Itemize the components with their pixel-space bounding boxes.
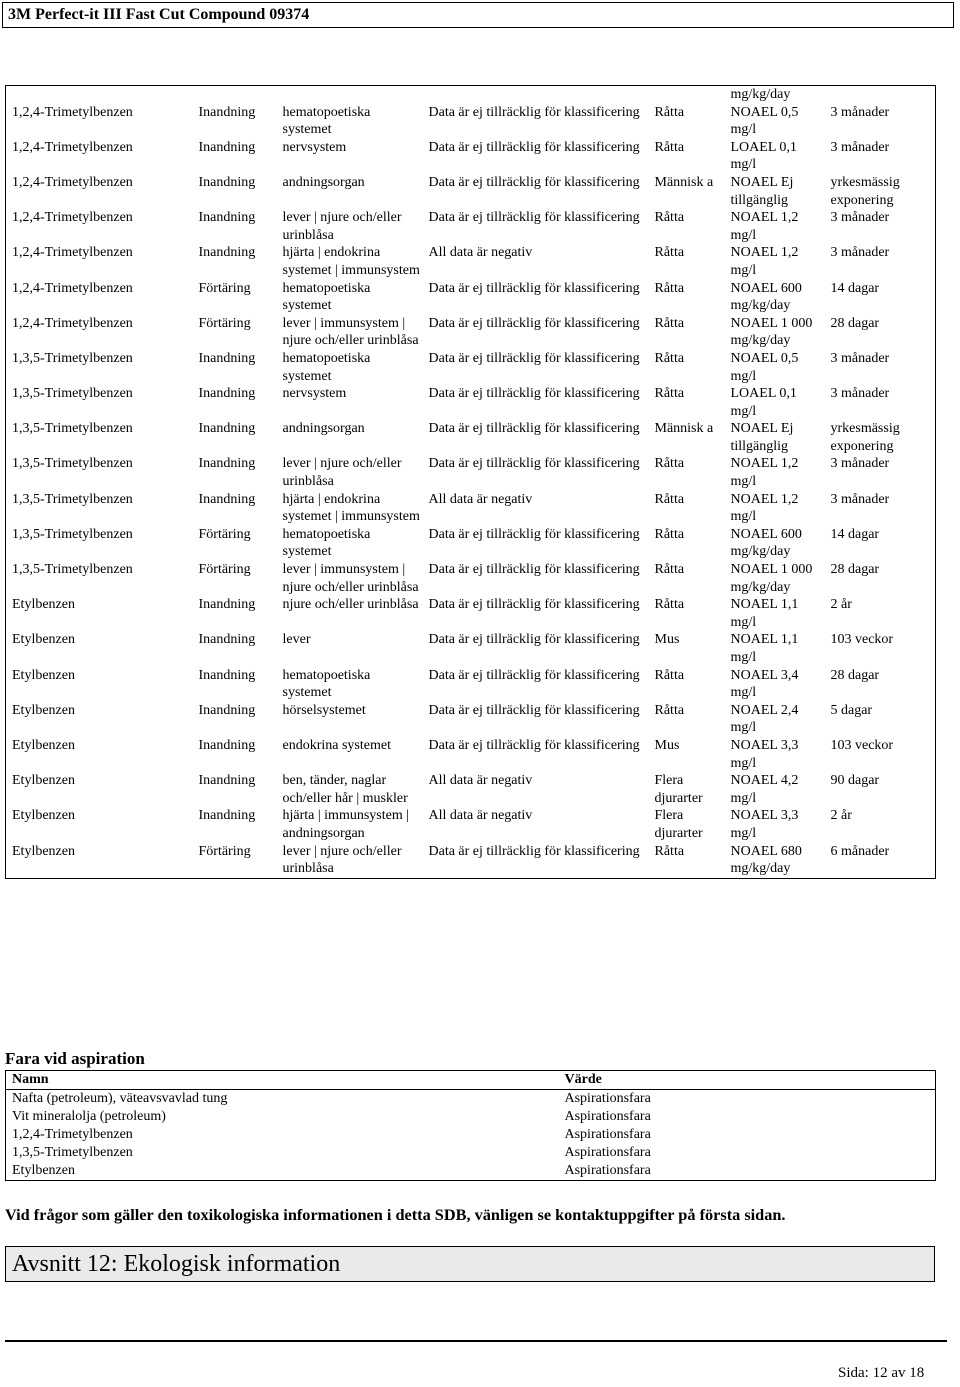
table-cell-duration: 3 månader (825, 491, 936, 526)
table-cell-value: NOAEL 1,2 mg/l (730, 491, 799, 525)
table-cell-route: Inandning (198, 632, 256, 648)
table-cell-route: Förtäring (198, 562, 251, 578)
table-cell-subst: Etylbenzen (6, 843, 193, 879)
table-cell-subst: Etylbenzen (6, 667, 193, 702)
table-cell-subst: 1,3,5-Trimetylbenzen (6, 455, 193, 490)
table-cell-species: Mus (654, 737, 680, 753)
table-cell-result: Data är ej tillräcklig för klassificering (428, 139, 640, 155)
table-cell-result: All data är negativ (428, 773, 533, 789)
table-cell-duration: 28 dagar (825, 667, 936, 702)
table-cell-result: Data är ej tillräcklig för klassificering (428, 421, 640, 437)
table-cell-organ: ben, tänder, naglar och/eller hår | muskler (282, 773, 408, 806)
table-cell-subst: 1,2,4-Trimetylbenzen (6, 315, 193, 350)
table-cell-species: Råtta (654, 104, 685, 120)
aspiration-section-title: Fara vid aspiration (5, 1049, 145, 1068)
table-cell-organ: lever (282, 632, 311, 648)
table-cell-subst: Etylbenzen (6, 631, 193, 666)
table-row (6, 350, 936, 385)
table-cell-name: Vit mineralolja (petroleum) (12, 1109, 166, 1124)
table-row (6, 702, 936, 737)
aspiration-header-row (6, 1071, 936, 1090)
table-cell-route: Inandning (198, 210, 256, 226)
table-cell-value: Aspirationsfara (564, 1145, 651, 1160)
table-cell-result: Data är ej tillräcklig för klassificering (428, 562, 640, 578)
table-cell-value: NOAEL 680 mg/kg/day (725, 843, 825, 879)
table-cell-subst: Etylbenzen (6, 737, 193, 772)
section-12-title: Avsnitt 12: Ekologisk information (12, 1251, 341, 1277)
table-cell-route: Inandning (198, 808, 256, 824)
table-cell-value: NOAEL Ej tillgänglig (730, 421, 794, 454)
table-cell-result: Data är ej tillräcklig för klassificering (428, 350, 640, 366)
table-cell-value: NOAEL 1 000 mg/kg/day (730, 315, 813, 349)
table-cell-organ: lever | immunsystem | njure och/eller urinblåsa (282, 315, 419, 349)
table-cell-organ: lever | njure och/eller urinblåsa (282, 210, 402, 243)
table-row (6, 280, 936, 315)
table-row (6, 1162, 936, 1181)
table-cell-duration: 3 månader (825, 104, 936, 139)
table-cell-route: Inandning (198, 104, 256, 120)
table-cell-value: Aspirationsfara (564, 1109, 651, 1124)
table-cell-value: LOAEL 0,1 mg/l (730, 386, 797, 419)
table-cell-duration: 103 veckor (825, 737, 936, 772)
table-cell-species: Mus (654, 632, 680, 648)
table-row (6, 174, 936, 209)
table-cell-subst: Etylbenzen (6, 702, 193, 737)
table-cell-organ: lever | immunsystem | njure och/eller urinblåsa (282, 562, 419, 595)
table-cell-route: Förtäring (193, 843, 277, 879)
footer-divider (5, 1340, 947, 1342)
table-row (6, 1090, 936, 1109)
table-cell-species: Råtta (654, 597, 685, 613)
table-row (6, 807, 936, 842)
table-continuation-row (6, 86, 936, 104)
table-cell-result: Data är ej tillräcklig för klassificering (428, 737, 640, 753)
table-cell-duration: yrkesmässig exponering (825, 420, 936, 455)
table-cell-value: NOAEL 600 mg/kg/day (730, 526, 802, 560)
table-cell-result: Data är ej tillräcklig för klassificering (428, 667, 640, 683)
table-row (6, 772, 936, 807)
table-cell-duration: yrkesmässig exponering (825, 174, 936, 209)
table-cell-name: 1,3,5-Trimetylbenzen (12, 1145, 133, 1160)
table-cell-route: Inandning (198, 491, 256, 507)
table-cell-route: Inandning (198, 702, 256, 718)
table-cell-route: Inandning (198, 386, 256, 402)
table-cell-species: Råtta (654, 315, 685, 331)
table-cell-species: Människ a (654, 174, 714, 190)
table-cell-result: Data är ej tillräcklig för klassificering (428, 526, 640, 542)
table-row (6, 1126, 936, 1144)
table-cell-organ: hjärta | immunsystem | andningsorgan (282, 808, 410, 841)
table-cell-organ: hörselsystemet (282, 702, 366, 718)
table-cell-subst: 1,3,5-Trimetylbenzen (6, 526, 193, 561)
table-cell-subst: 1,3,5-Trimetylbenzen (6, 385, 193, 420)
table-cell-result: Data är ej tillräcklig för klassificering (428, 280, 640, 296)
table-cell-value: Aspirationsfara (564, 1163, 651, 1178)
table-cell-organ: hematopoetiska systemet (282, 667, 371, 701)
table-cell-subst: Etylbenzen (6, 596, 193, 631)
table-cell-organ: hematopoetiska systemet (282, 350, 371, 384)
table-cell-result: All data är negativ (428, 808, 533, 824)
table-cell-route: Inandning (198, 597, 256, 613)
table-cell-value: NOAEL 1,2 mg/l (730, 456, 799, 490)
table-cell-route: Förtäring (198, 315, 251, 331)
aspiration-table (5, 1070, 936, 1181)
table-cell-species: Råtta (654, 280, 685, 296)
table-cell-value: NOAEL 4,2 mg/l (730, 773, 799, 806)
table-cell-route: Förtäring (198, 526, 251, 542)
table-cell-organ: nervsystem (282, 139, 347, 155)
table-cell-organ: hematopoetiska systemet (282, 104, 371, 138)
table-cell-route: Inandning (198, 456, 256, 472)
table-cell-duration: 103 veckor (825, 631, 936, 666)
table-cell-duration: 28 dagar (825, 561, 936, 596)
table-cell-route: Inandning (198, 174, 256, 190)
table-cell-duration: 90 dagar (825, 772, 936, 807)
table-row (6, 526, 936, 561)
table-cell-result: Data är ej tillräcklig för klassificering (428, 104, 640, 120)
table-cell-value: Aspirationsfara (564, 1127, 651, 1142)
table-cell-species: Råtta (654, 245, 685, 261)
table-row (6, 667, 936, 702)
table-cell-subst: 1,2,4-Trimetylbenzen (6, 209, 193, 244)
table-cell-subst: 1,3,5-Trimetylbenzen (6, 350, 193, 385)
table-cell-species: Människ a (654, 421, 714, 437)
table-cell-duration: 14 dagar (825, 280, 936, 315)
table-row (6, 209, 936, 244)
table-cell-duration: 2 år (825, 596, 936, 631)
table-cell-result: Data är ej tillräcklig för klassificering (423, 843, 649, 879)
table-row (6, 104, 936, 139)
table-row (6, 843, 936, 879)
table-cell-organ: lever | njure och/eller urinblåsa (277, 843, 423, 879)
table-cell-subst: 1,3,5-Trimetylbenzen (6, 491, 193, 526)
table-row (6, 1108, 936, 1126)
table-cell-value: NOAEL 0,5 mg/l (730, 350, 799, 384)
page-number: Sida: 12 av 18 (838, 1365, 925, 1381)
table-cell-duration: 2 år (825, 807, 936, 842)
table-cell-route: Inandning (198, 350, 256, 366)
table-row (6, 561, 936, 596)
table-cell-subst: 1,3,5-Trimetylbenzen (6, 561, 193, 596)
table-cell-species: Råtta (654, 386, 685, 402)
table-cell-species: Råtta (654, 667, 685, 683)
table-cell-value: mg/kg/day (725, 86, 825, 104)
table-cell-subst: 1,3,5-Trimetylbenzen (6, 420, 193, 455)
table-cell-subst: Etylbenzen (6, 772, 193, 807)
table-cell-route: Inandning (198, 737, 256, 753)
toxicity-table (5, 85, 936, 879)
table-cell-name: 1,2,4-Trimetylbenzen (12, 1127, 133, 1142)
table-cell-species: Råtta (654, 491, 685, 507)
table-cell-organ: andningsorgan (282, 174, 365, 190)
table-cell-species: Flera djurarter (654, 808, 703, 841)
table-cell-species: Råtta (654, 526, 685, 542)
table-cell-subst: Etylbenzen (6, 807, 193, 842)
table-row (6, 315, 936, 350)
table-cell-duration: 3 månader (825, 244, 936, 279)
table-cell-result: Data är ej tillräcklig för klassificering (428, 315, 640, 331)
table-row (6, 420, 936, 455)
contact-note: Vid frågor som gäller den toxikologiska informationen i detta SDB, vänligen se kontaktuppgifter på första sidan. (5, 1205, 786, 1224)
table-cell-species: Råtta (654, 139, 685, 155)
table-cell-subst: 1,2,4-Trimetylbenzen (6, 280, 193, 315)
table-cell-value: NOAEL 3,3 mg/l (730, 808, 799, 841)
table-cell-value: NOAEL 2,4 mg/l (730, 702, 799, 736)
table-cell-value: NOAEL 3,4 mg/l (730, 667, 799, 701)
table-cell-organ: endokrina systemet (282, 737, 391, 753)
table-cell-species: Flera djurarter (654, 773, 703, 806)
table-cell-value: NOAEL Ej tillgänglig (730, 174, 794, 208)
table-cell-name: Etylbenzen (12, 1163, 75, 1178)
table-row (6, 491, 936, 526)
column-header-value: Värde (559, 1071, 936, 1090)
table-cell-value: NOAEL 1,1 mg/l (730, 632, 799, 665)
table-cell-organ: hjärta | endokrina systemet | immunsystem (282, 491, 420, 525)
table-cell-result: Data är ej tillräcklig för klassificering (428, 174, 640, 190)
table-row (6, 737, 936, 772)
table-cell-duration: 3 månader (825, 139, 936, 174)
section-12-heading (5, 1246, 935, 1282)
table-cell-subst: 1,2,4-Trimetylbenzen (6, 104, 193, 139)
table-cell-organ: njure och/eller urinblåsa (282, 597, 419, 613)
table-cell-route: Inandning (198, 773, 256, 789)
table-cell-duration: 6 månader (825, 843, 936, 879)
table-cell-species: Råtta (654, 702, 685, 718)
table-cell-species: Råtta (654, 210, 685, 226)
table-cell-value: NOAEL 1 000 mg/kg/day (730, 562, 813, 595)
table-cell-duration: 28 dagar (825, 315, 936, 350)
table-cell-route: Inandning (198, 421, 256, 437)
table-row (6, 455, 936, 490)
table-row (6, 596, 936, 631)
table-cell-value: Aspirationsfara (564, 1091, 651, 1106)
table-cell-organ: hjärta | endokrina systemet | immunsystem (282, 245, 420, 278)
table-cell-organ: hematopoetiska systemet (282, 526, 371, 560)
table-cell-result: Data är ej tillräcklig för klassificering (428, 210, 640, 226)
table-cell-duration: 14 dagar (825, 526, 936, 561)
table-cell-value: LOAEL 0,1 mg/l (730, 139, 797, 173)
table-cell-organ: nervsystem (282, 386, 347, 402)
table-cell-result: Data är ej tillräcklig för klassificering (428, 597, 640, 613)
table-cell-result: Data är ej tillräcklig för klassificering (428, 702, 640, 718)
document-header (2, 2, 954, 28)
table-cell-result: Data är ej tillräcklig för klassificering (428, 456, 640, 472)
table-cell-organ: andningsorgan (282, 421, 365, 437)
table-cell-result: Data är ej tillräcklig för klassificering (428, 632, 640, 648)
table-cell-duration: 3 månader (825, 350, 936, 385)
column-header-name: Namn (6, 1071, 559, 1090)
table-cell-duration: 3 månader (825, 385, 936, 420)
table-cell-species: Råtta (654, 562, 685, 578)
document-title: 3M Perfect-it III Fast Cut Compound 09374 (8, 6, 310, 23)
table-row (6, 385, 936, 420)
table-cell-route: Förtäring (198, 280, 251, 296)
table-cell-organ: hematopoetiska systemet (282, 280, 371, 314)
table-cell-duration: 5 dagar (825, 702, 936, 737)
table-row (6, 631, 936, 666)
table-cell-duration: 3 månader (825, 455, 936, 490)
table-cell-species: Råtta (654, 350, 685, 366)
table-cell-result: All data är negativ (428, 245, 533, 261)
table-cell-value: NOAEL 1,2 mg/l (730, 210, 799, 243)
table-row (6, 139, 936, 174)
table-row (6, 1144, 936, 1162)
table-cell-value: NOAEL 1,1 mg/l (730, 597, 799, 630)
table-cell-route: Inandning (198, 667, 256, 683)
table-cell-value: NOAEL 0,5 mg/l (730, 104, 799, 138)
table-cell-route: Inandning (198, 139, 256, 155)
table-row (6, 244, 936, 279)
table-cell-species: Råtta (654, 456, 685, 472)
table-cell-route: Inandning (198, 245, 256, 261)
table-cell-subst: 1,2,4-Trimetylbenzen (6, 244, 193, 279)
table-cell-subst: 1,2,4-Trimetylbenzen (6, 139, 193, 174)
table-cell-result: All data är negativ (428, 491, 533, 507)
table-cell-name: Nafta (petroleum), väteavsvavlad tung (12, 1091, 228, 1106)
table-cell-result: Data är ej tillräcklig för klassificering (428, 386, 640, 402)
table-cell-value: NOAEL 1,2 mg/l (730, 245, 799, 278)
table-cell-subst: 1,2,4-Trimetylbenzen (6, 174, 193, 209)
table-cell-organ: lever | njure och/eller urinblåsa (282, 456, 402, 490)
table-cell-value: NOAEL 3,3 mg/l (730, 737, 799, 771)
table-cell-value: NOAEL 600 mg/kg/day (730, 280, 802, 314)
table-cell-species: Råtta (649, 843, 725, 879)
table-cell-duration: 3 månader (825, 209, 936, 244)
